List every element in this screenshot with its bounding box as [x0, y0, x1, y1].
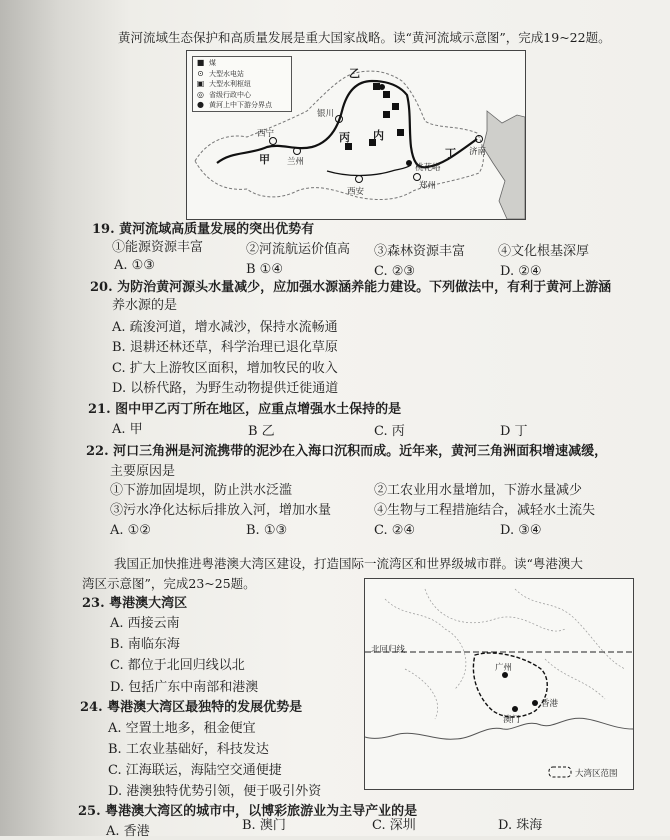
city-xian: [356, 176, 363, 183]
q24-option-d[interactable]: D. 港澳独特优势引领，便于吸引外资: [108, 784, 322, 799]
yellow-river-map-legend: [192, 56, 292, 112]
land-area: [365, 579, 633, 739]
q19-option-a[interactable]: A. ①③: [114, 258, 155, 273]
coal-mark: [392, 103, 399, 110]
label-lanzhou: 兰州: [287, 157, 305, 167]
q25-option-a[interactable]: A. 香港: [106, 824, 150, 839]
q22-stem-cont: 主要原因是: [110, 464, 176, 479]
q22-option-d[interactable]: D. ③④: [500, 523, 542, 538]
division-point: [406, 160, 412, 166]
q25-stem: 25. 粤港澳大湾区的城市中，以博彩旅游业为主导产业的是: [78, 804, 418, 819]
q25-option-d[interactable]: D. 珠海: [498, 818, 543, 833]
label-hongkong: 香港: [541, 699, 559, 709]
capital-icon: ◎: [197, 89, 204, 99]
q22-option-a[interactable]: A. ①②: [110, 523, 151, 538]
q19-item-4: ④文化根基深厚: [498, 244, 590, 259]
division-point-icon: ●: [197, 100, 204, 109]
coal-mark: [383, 91, 390, 98]
q19-option-b[interactable]: B ①④: [246, 262, 283, 277]
city-hongkong: [532, 700, 538, 706]
water-project-icon: ▣: [196, 79, 205, 88]
q22-item-2: ②工农业用水量增加，下游水量减少: [374, 483, 583, 498]
q22-stem: 22. 河口三角洲是河流携带的泥沙在入海口沉积而成。近年来，黄河三角洲面积增速减缓，: [86, 444, 608, 459]
label-macau: 澳门: [503, 715, 521, 725]
q23-option-b[interactable]: B. 南临东海: [110, 637, 180, 652]
sea-area: [483, 111, 525, 219]
label-xining: 西宁: [257, 129, 275, 139]
q20-stem-cont: 养水源的是: [112, 298, 178, 313]
q24-option-c[interactable]: C. 江海联运，海陆空交通便捷: [108, 763, 282, 778]
city-macau: [512, 706, 518, 712]
q21-stem: 21. 图中甲乙丙丁所在地区，应重点增强水土保持的是: [88, 402, 402, 417]
intro-gba-line1: 我国正加快推进粤港澳大湾区建设，打造国际一流湾区和世界级城市群。读“粤港澳大: [114, 556, 583, 571]
intro-gba-line2: 湾区示意图”，完成23~25题。: [82, 576, 256, 591]
q20-option-a[interactable]: A. 疏浚河道，增水减沙，保持水流畅通: [112, 320, 338, 335]
hydropower-icon: ⊙: [197, 68, 204, 78]
coal-mark: [397, 129, 404, 136]
label-jinan: 济南: [469, 147, 487, 157]
q19-item-1: ①能源资源丰富: [112, 240, 204, 255]
q20-option-c[interactable]: C. 扩大上游牧区面积，增加牧民的收入: [112, 361, 338, 376]
legend-label: 煤: [209, 59, 216, 67]
q19-item-3: ③森林资源丰富: [374, 244, 466, 259]
q20-option-d[interactable]: D. 以桥代路，为野生动物提供迁徙通道: [112, 381, 339, 396]
label-jia: 甲: [259, 153, 270, 166]
division-point: [379, 84, 385, 90]
label-zhengzhou: 郑州: [419, 181, 437, 191]
coal-mark: [373, 83, 380, 90]
q24-stem: 24. 粤港澳大湾区最独特的发展优势是: [80, 700, 303, 715]
yellow-river-map: [186, 50, 526, 220]
legend-label: 黄河上中下游分界点: [209, 101, 272, 109]
coal-mark: [383, 111, 390, 118]
q23-option-d[interactable]: D. 包括广东中南部和港澳: [110, 680, 259, 695]
legend-label: 大型水电站: [209, 69, 244, 78]
wei-river-line: [327, 165, 411, 176]
coal-icon: ■: [196, 58, 205, 67]
q25-option-c[interactable]: C. 深圳: [372, 818, 416, 833]
q19-option-d[interactable]: D. ②④: [500, 264, 542, 279]
q23-option-c[interactable]: C. 都位于北回归线以北: [110, 658, 245, 673]
label-yinchuan: 银川: [317, 109, 335, 119]
label-nei: 内: [373, 129, 384, 142]
q23-stem: 23. 粤港澳大湾区: [82, 596, 188, 611]
label-guangzhou: 广州: [495, 663, 513, 673]
label-gba-legend: 大湾区范围: [575, 769, 618, 779]
label-yi: 乙: [349, 67, 360, 80]
label-huayuankou: 桃花峪: [415, 163, 441, 173]
q23-option-a[interactable]: A. 西接云南: [110, 616, 180, 631]
gba-map-drawing: [365, 579, 633, 789]
legend-label: 省级行政中心: [209, 90, 251, 99]
q24-option-b[interactable]: B. 工农业基础好，科技发达: [108, 742, 269, 757]
q22-option-c[interactable]: C. ②④: [374, 523, 416, 538]
q19-item-2: ②河流航运价值高: [246, 242, 351, 257]
q22-option-b[interactable]: B. ①③: [246, 523, 288, 538]
q22-item-1: ①下游加固堤坝，防止洪水泛滥: [110, 483, 293, 498]
q19-option-c[interactable]: C. ②③: [374, 264, 416, 279]
legend-symbol: [549, 767, 571, 777]
legend-label: 大型水利枢纽: [209, 80, 251, 88]
q20-stem: 20. 为防治黄河源头水量减少，应加强水源涵养能力建设。下列做法中，有利于黄河上游涵: [90, 280, 612, 295]
label-tropic: 北回归线: [371, 645, 406, 655]
q21-option-b[interactable]: B 乙: [248, 424, 275, 439]
q21-option-c[interactable]: C. 丙: [374, 424, 405, 439]
q21-option-d[interactable]: D 丁: [500, 424, 528, 439]
q24-option-a[interactable]: A. 空置土地多，租金便宜: [108, 721, 256, 736]
label-bing: 丙: [339, 131, 350, 144]
intro-yellow-river: 黄河流域生态保护和高质量发展是重大国家战略。读“黄河流域示意图”，完成19~22题。: [118, 30, 611, 45]
q25-option-b[interactable]: B. 澳门: [242, 818, 286, 833]
label-ding: 丁: [445, 147, 456, 160]
q19-stem: 19. 黄河流域高质量发展的突出优势有: [92, 222, 315, 237]
q22-item-3: ③污水净化达标后排放入河，增加水量: [110, 503, 332, 518]
q22-item-4: ④生物与工程措施结合，减轻水土流失: [374, 503, 596, 518]
q20-option-b[interactable]: B. 退耕还林还草，科学治理已退化草原: [112, 340, 338, 355]
q21-option-a[interactable]: A. 甲: [112, 422, 143, 437]
label-xian: 西安: [347, 187, 365, 197]
gba-map: [364, 578, 634, 790]
